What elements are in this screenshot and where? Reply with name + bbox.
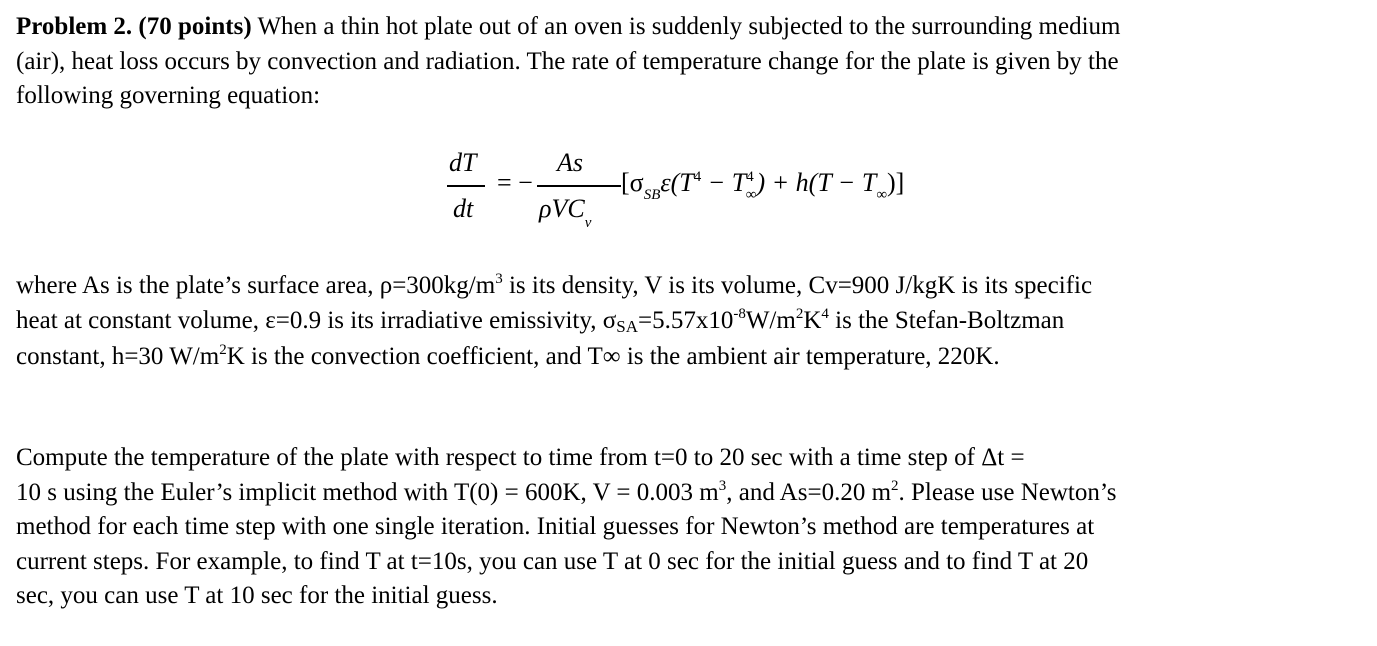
eq-lhs-numerator: dT [449,148,477,177]
task-text-2b: , and As=0.20 m [726,478,892,506]
definitions-line-1 [16,269,1092,304]
def-text-2e: is the Stefan-Boltzman [828,306,1065,334]
eq-body-1: ε(T [660,168,694,197]
def-sup-1: 3 [495,271,503,287]
definitions-paragraph [16,269,1092,375]
task-line-2 [16,476,1117,511]
eq-rhs-denominator [539,194,592,231]
definitions-line-3 [16,340,1092,375]
def-text-2d: K [803,306,822,334]
eq-infinity-subscript-2: ∞ [876,187,888,203]
task-line-4: current steps. For example, to find T at t=10s, you can use T at 0 sec for the initial guess and to find T at 20 [16,547,1089,575]
task-sup-1: 3 [718,477,727,494]
task-paragraph [16,441,1117,614]
task-line-3: method for each time step with one single iteration. Initial guesses for Newton’s method are temperatures at [16,513,1095,540]
eq-body-2: ) + h(T − T [756,168,877,197]
intro-line-3: following governing equation: [16,82,321,109]
def-text-3a: constant, h=30 W/m [16,343,220,370]
definitions-line-2 [16,304,1092,341]
def-sup-2b: 2 [795,305,804,322]
eq-rhs-fraction-bar [537,185,621,187]
eq-lhs-fraction-bar [447,185,485,187]
def-text-1b: is its density, V is its volume, Cv=900 J/kgK is its specific [502,272,1093,299]
eq-infinity-subscript-1: ∞ [745,187,757,203]
governing-equation [447,148,967,238]
task-text-2c: . Please use Newton’s [898,478,1117,506]
eq-minus: − T [701,168,747,197]
def-text-3b: K is the convection coefficient, and T∞ is the ambient air temperature, 220K. [226,343,1000,370]
def-sup-3: 2 [219,342,227,358]
def-text-2a: heat at constant volume, ε=0.9 is its irradiative emissivity, σ [16,306,617,334]
task-sup-2: 2 [891,477,899,494]
def-sup-2c: 4 [821,305,829,322]
task-text-2a: 10 s using the Euler’s implicit method with T(0) = 600K, V = 0.003 m [16,478,719,506]
eq-bracket-open: [σ [621,168,644,197]
intro-text-1: When a thin hot plate out of an oven is suddenly subjected to the surrounding medium [251,13,1121,40]
def-text-2b: =5.57x10 [637,306,734,334]
eq-bracket-expression [621,168,905,203]
intro-line-1 [16,10,1120,45]
eq-equals: = − [497,168,533,197]
eq-exponent-1: 4 [693,169,702,185]
problem-heading: Problem 2. (70 points) [16,13,252,40]
def-sub-sa: SA [616,316,638,336]
def-sup-2a: -8 [733,305,746,322]
eq-sigma-subscript: SB [643,187,661,203]
def-text-1a: where As is the plate’s surface area, ρ=300kg/m [16,272,496,299]
task-line-5: sec, you can use T at 10 sec for the initial guess. [16,582,498,609]
problem-intro [16,10,1120,114]
def-text-2c: W/m [745,306,796,334]
intro-line-2: (air), heat loss occurs by convection and radiation. The rate of temperature change for the plate is given by the [16,47,1119,75]
eq-lhs-denominator: dt [453,194,474,223]
eq-rho-v-c: ρVC [539,194,585,223]
task-line-1: Compute the temperature of the plate with respect to time from t=0 to 20 sec with a time step of Δt = [16,444,1025,471]
eq-rhs-numerator: As [557,148,583,177]
eq-exponent-2: 4 [746,169,754,185]
eq-cv-subscript: v [584,215,592,231]
eq-bracket-close: )] [887,168,905,197]
